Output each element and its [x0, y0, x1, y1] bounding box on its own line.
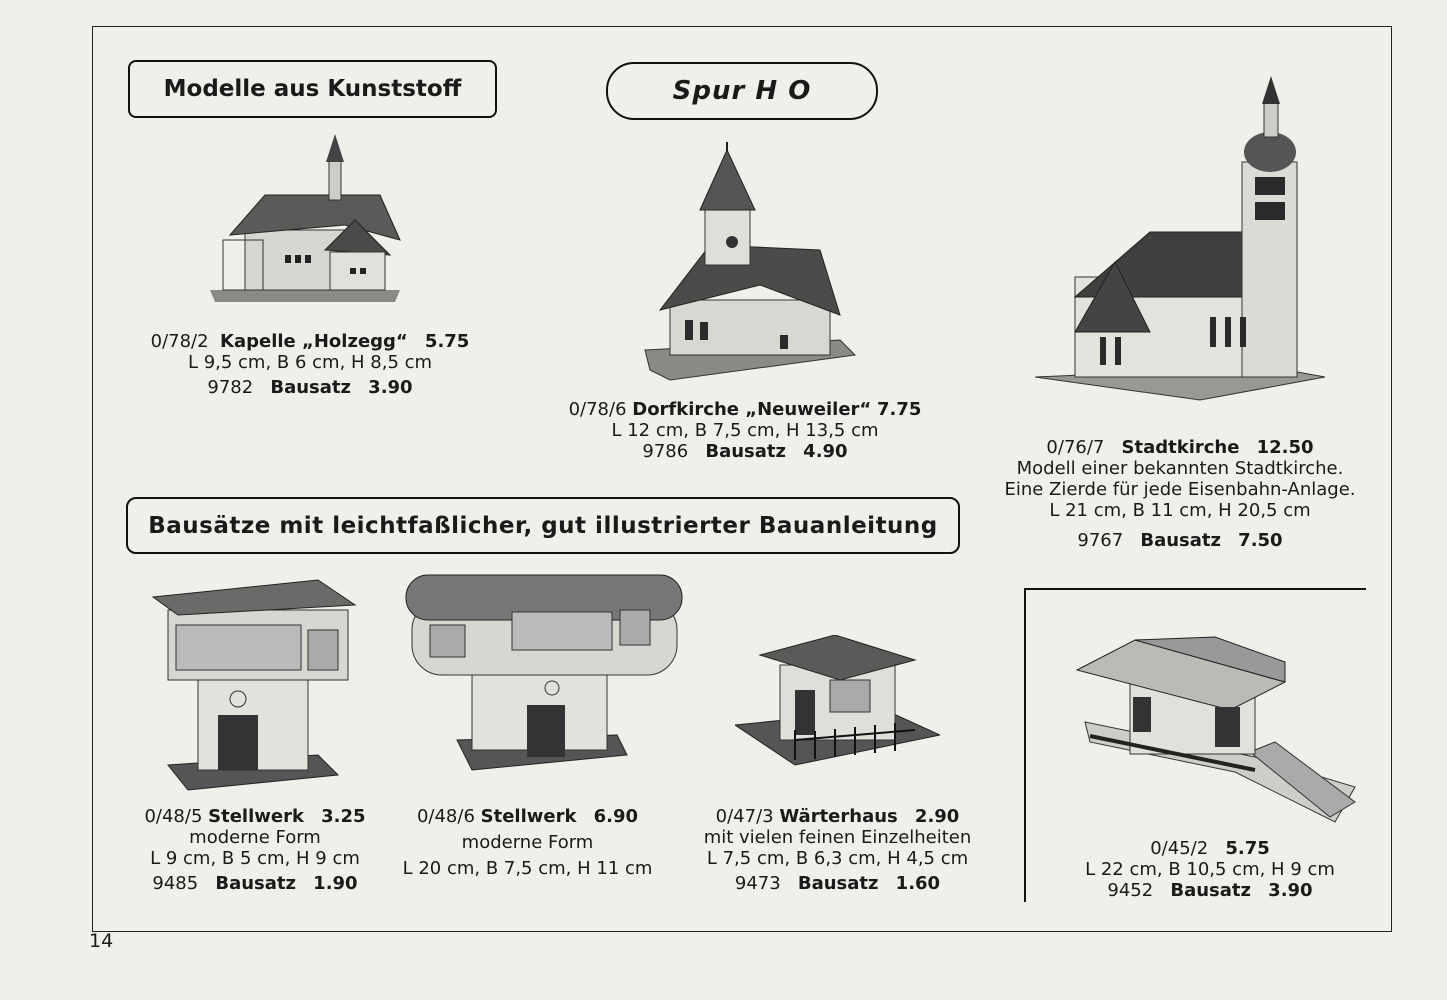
item-code: 0/78/2 — [150, 331, 209, 352]
kit-code: 9452 — [1107, 880, 1154, 901]
item-gueterschuppen — [1060, 838, 1360, 901]
item-stellwerk1 — [110, 806, 400, 894]
kit-code: 9786 — [642, 441, 689, 462]
item-code: 0/45/2 — [1150, 838, 1209, 859]
item-price: 5.75 — [424, 331, 470, 352]
item-desc: moderne Form — [189, 827, 321, 848]
kit-label: Bausatz — [215, 873, 296, 894]
kit-price: 3.90 — [368, 377, 413, 398]
waerterhaus-image — [735, 635, 940, 770]
item-price: 2.90 — [914, 806, 960, 827]
gueterschuppen-image — [1075, 632, 1357, 824]
kit-code: 9473 — [734, 873, 781, 894]
kit-price: 1.90 — [313, 873, 358, 894]
item-desc: moderne Form — [461, 832, 594, 853]
item-dims: L 9,5 cm, B 6 cm, H 8,5 cm — [187, 352, 433, 373]
kit-code: 9767 — [1077, 530, 1124, 551]
item-dims: L 7,5 cm, B 6,3 cm, H 4,5 cm — [706, 848, 969, 869]
item-price: 3.25 — [321, 806, 366, 827]
item-name: Dorfkirche „Neuweiler“ — [632, 399, 872, 420]
item-price: 7.75 — [877, 399, 922, 420]
item-code: 0/47/3 — [715, 806, 774, 827]
item-name: Stellwerk — [480, 806, 577, 827]
kit-price: 3.90 — [1268, 880, 1313, 901]
kit-price: 1.60 — [895, 873, 941, 894]
stadtkirche-image — [1030, 72, 1330, 402]
heading-kunststoff: Modelle aus Kunststoff — [128, 60, 497, 118]
kit-label: Bausatz — [705, 441, 786, 462]
item-stadtkirche — [985, 437, 1375, 551]
item-dims: L 9 cm, B 5 cm, H 9 cm — [150, 848, 360, 869]
item-desc: Eine Zierde für jede Eisenbahn-Anlage. — [1004, 479, 1356, 500]
kit-label: Bausatz — [1140, 530, 1221, 551]
page-number: 14 — [89, 930, 114, 952]
item-desc: mit vielen feinen Einzelheiten — [703, 827, 972, 848]
item-price: 6.90 — [593, 806, 639, 827]
item-name: Stellwerk — [208, 806, 304, 827]
dorfkirche-image — [640, 140, 860, 385]
kit-label: Bausatz — [797, 873, 879, 894]
item-dims: L 22 cm, B 10,5 cm, H 9 cm — [1085, 859, 1335, 880]
item-kapelle — [140, 331, 480, 398]
kit-label: Bausatz — [1170, 880, 1251, 901]
kit-label: Bausatz — [270, 377, 351, 398]
item-dims: L 20 cm, B 7,5 cm, H 11 cm — [402, 858, 653, 879]
item-name: Wärterhaus — [779, 806, 898, 827]
item-dims: L 12 cm, B 7,5 cm, H 13,5 cm — [611, 420, 879, 441]
item-dorfkirche — [560, 399, 930, 462]
kit-code: 9782 — [207, 377, 254, 398]
item-waerterhaus — [690, 806, 985, 894]
item-code: 0/48/5 — [144, 806, 203, 827]
item-price: 5.75 — [1225, 838, 1270, 859]
item-code: 0/78/6 — [568, 399, 627, 420]
item-code: 0/48/6 — [416, 806, 475, 827]
item-name: Stadtkirche — [1121, 437, 1240, 458]
item-stellwerk2 — [395, 806, 660, 879]
kit-code: 9485 — [152, 873, 199, 894]
kit-price: 7.50 — [1238, 530, 1283, 551]
heading-spur: Spur H O — [606, 62, 878, 120]
item-code: 0/76/7 — [1046, 437, 1105, 458]
stellwerk2-image — [402, 570, 684, 775]
item-price: 12.50 — [1256, 437, 1314, 458]
stellwerk1-image — [148, 575, 363, 797]
item-dims: L 21 cm, B 11 cm, H 20,5 cm — [1049, 500, 1311, 521]
kapelle-image — [205, 130, 405, 308]
item-desc: Modell einer bekannten Stadtkirche. — [1016, 458, 1344, 479]
heading-bausaetze: Bausätze mit leichtfaßlicher, gut illustrierter Bauanleitung — [126, 497, 960, 554]
kit-price: 4.90 — [803, 441, 848, 462]
item-name: Kapelle „Holzegg“ — [220, 331, 408, 352]
